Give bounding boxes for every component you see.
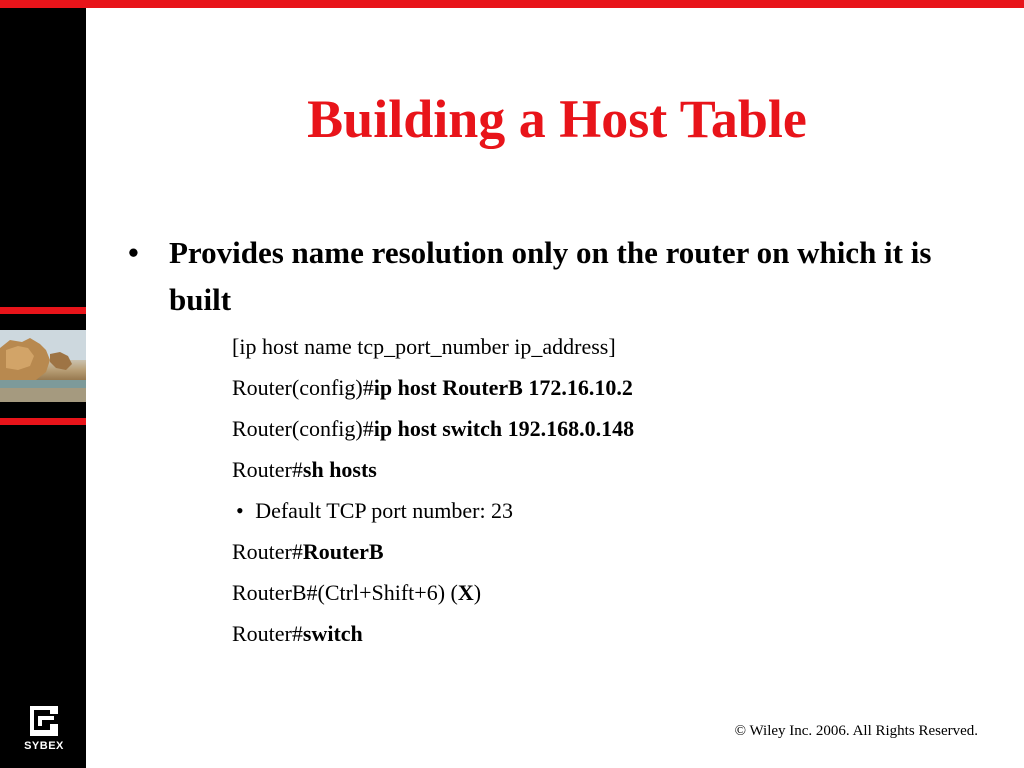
command-line [232, 416, 634, 442]
command-text: RouterB [302, 539, 384, 564]
command-line [232, 539, 384, 565]
prompt-text: Router(config)# [232, 375, 374, 400]
coastline-photo-art [0, 330, 86, 402]
sub-bullet-line [236, 498, 513, 524]
command-text: ip host RouterB 172.16.10.2 [373, 375, 633, 400]
prompt-text: RouterB#(Ctrl+Shift+6) ( [232, 580, 458, 605]
command-text: X [457, 580, 474, 605]
command-text: sh hosts [302, 457, 377, 482]
line-text: [ip host name tcp_port_number ip_address] [232, 334, 616, 359]
command-line [232, 621, 363, 647]
prompt-text: Router(config)# [232, 416, 374, 441]
copyright-footer: © Wiley Inc. 2006. All Rights Reserved. [734, 723, 978, 739]
command-line [232, 457, 377, 483]
sybex-logo [16, 696, 72, 762]
main-bullet-text: Provides name resolution only on the router on which it is built [169, 235, 932, 317]
prompt-text: Router# [232, 539, 303, 564]
bullet-symbol: • [128, 235, 139, 270]
command-line [232, 580, 481, 606]
sub-bullet-symbol: • [236, 498, 244, 523]
sybex-logo-text: SYBEX [24, 740, 64, 752]
sybex-logo-icon [16, 696, 72, 762]
syntax-line [232, 334, 616, 360]
prompt-text: Router# [232, 457, 303, 482]
sidebar-red-stripe-bottom [0, 418, 86, 425]
command-text: switch [302, 621, 363, 646]
slide-title: Building a Host Table [307, 89, 807, 149]
prompt-text: Router# [232, 621, 303, 646]
line-text: Default TCP port number: 23 [255, 498, 514, 523]
main-bullet [128, 229, 988, 323]
command-line [232, 375, 633, 401]
sidebar-red-stripe-top [0, 307, 86, 314]
top-accent-bar [0, 0, 1024, 8]
command-text: ip host switch 192.168.0.148 [373, 416, 635, 441]
coastline-photo [0, 330, 86, 402]
suffix-text: ) [473, 580, 482, 605]
